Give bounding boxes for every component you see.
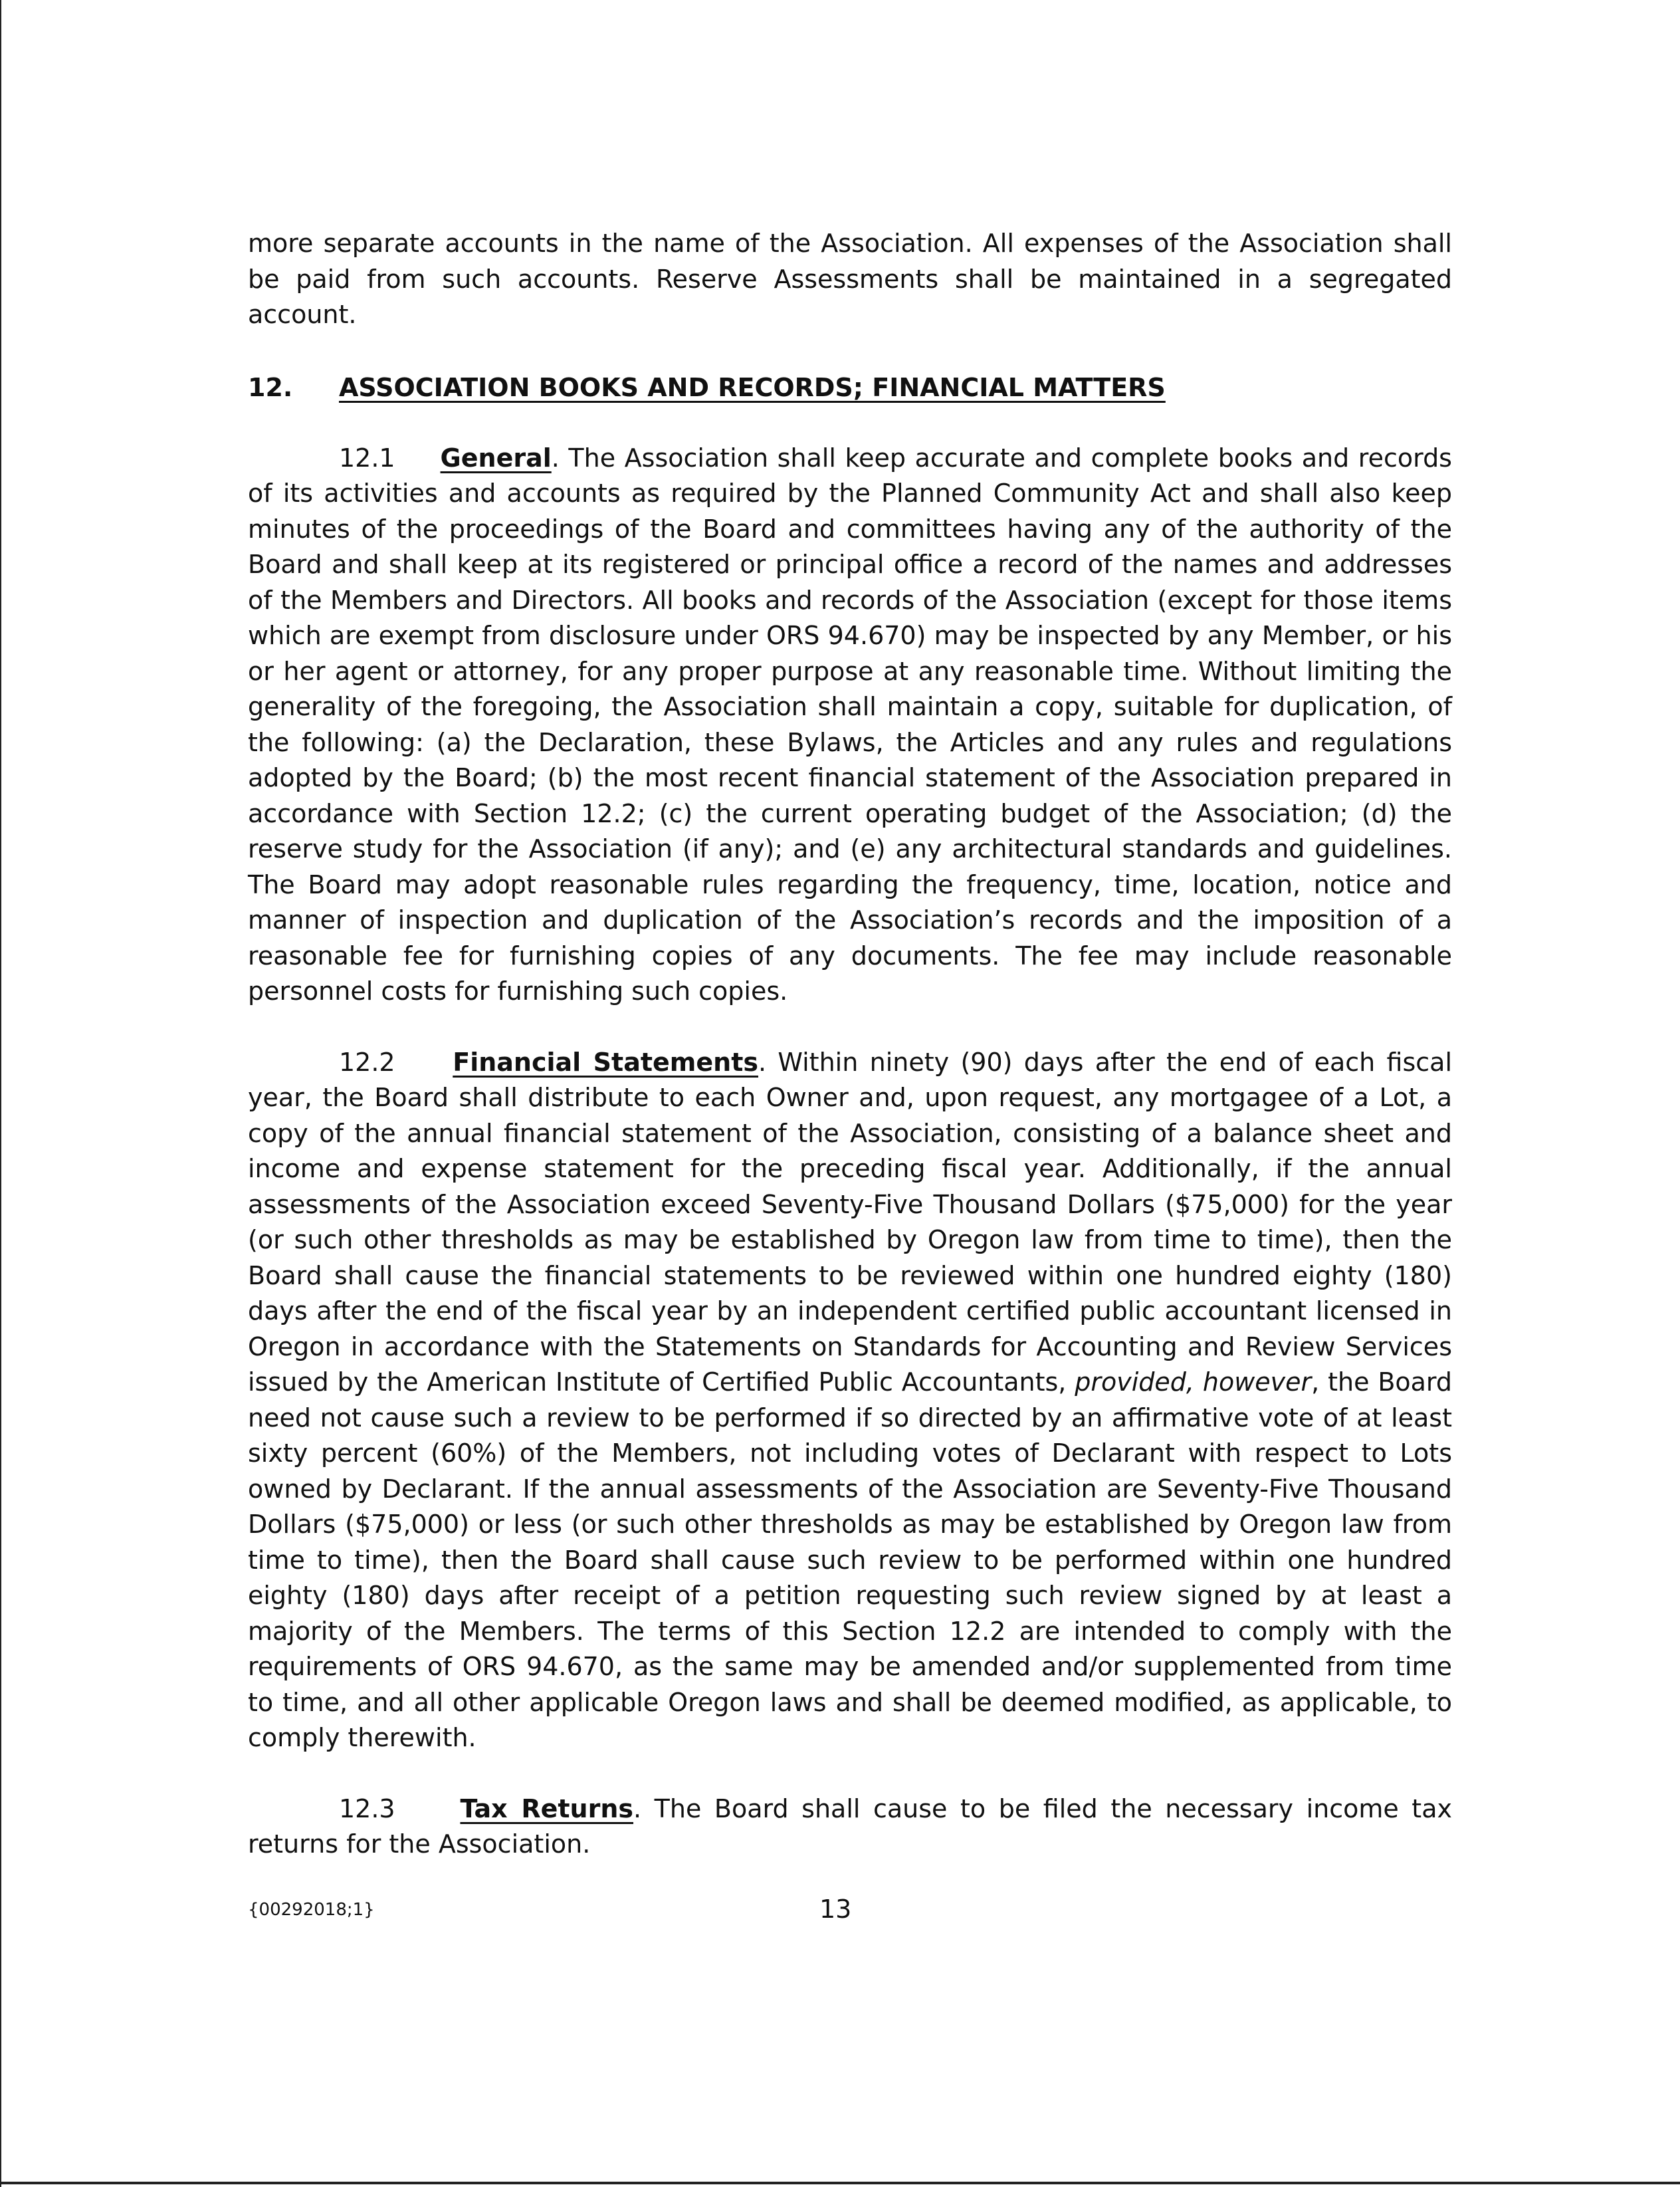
subsection-number: 12.2: [339, 1047, 395, 1077]
subsection-body-cont: , the Board need not cause such a review to be performed if so directed by an affirmative vote of at least sixty percent (60%) of the Members, not including votes of Declarant with respect to Lots owned by Declarant. If the annual assessments of the Association are Seventy-Five Thousand Dollars ($75,000) or less (or such other thresholds as may be established by Oregon law from time to time), then the Board shall cause such review to be performed within one hundred eighty (180) days after receipt of a petition requesting such review signed by at least a majority of the Members. The terms of this Section 12.2 are intended to comply with the requirements of ORS 94.670, as the same may be amended and/or supplemented from time to time, and all other applicable Oregon laws and shall be deemed modified, as applicable, to comply therewith.: [248, 1367, 1452, 1752]
subsection-number: 12.1: [339, 443, 395, 473]
subsection-12-1: [248, 441, 1452, 1010]
subsection-title: Financial Statements: [453, 1047, 758, 1077]
subsection-12-2: [248, 1045, 1452, 1756]
subsection-body: . Within ninety (90) days after the end of each fiscal year, the Board shall distribute to each Owner and, upon request, any mortgagee of a Lot, a copy of the annual financial statement of the Association, consisting of a balance sheet and income and expense statement for the preceding fiscal year. Additionally, if the annual assessments of the Association exceed Seventy-Five Thousand Dollars ($75,000) for the year (or such other thresholds as may be established by Oregon law from time to time), then the Board shall cause the financial statements to be reviewed within one hundred eighty (180) days after the end of the fiscal year by an independent certified public accountant licensed in Oregon in accordance with the Statements on Standards for Accounting and Review Services issued by the American Institute of Certified Public Accountants,: [248, 1047, 1452, 1397]
subsection-title: General: [440, 443, 552, 473]
page-number: 13: [819, 1895, 852, 1924]
page-footer: [248, 1895, 1452, 1928]
section-heading: [248, 370, 1452, 405]
subsection-body: . The Association shall keep accurate and complete books and records of its activities and accounts as required by the Planned Community Act and shall also keep minutes of the proceedings of the Board and committees having any of the authority of the Board and shall keep at its registered or principal office a record of the names and addresses of the Members and Directors. All books and records of the Association (except for those items which are exempt from disclosure under ORS 94.670) may be inspected by any Member, or his or her agent or attorney, for any proper purpose at any reasonable time. Without limiting the generality of the foregoing, the Association shall maintain a copy, suitable for duplication, of the following: (a) the Declaration, these Bylaws, the Articles and any rules and regulations adopted by the Board; (b) the most recent financial statement of the Association prepared in accordance with Section 12.2; (c) the current operating budget of the Association; (d) the reserve study for the Association (if any); and (e) any architectural standards and guidelines. The Board may adopt reasonable rules regarding the frequency, time, location, notice and manner of inspection and duplication of the Association’s records and the imposition of a reasonable fee for furnishing copies of any documents. The fee may include reasonable personnel costs for furnishing such copies.: [248, 443, 1452, 1006]
intro-paragraph: more separate accounts in the name of the Association. All expenses of the Association shall be paid from such accounts. Reserve Assessments shall be maintained in a segregated account.: [248, 229, 1452, 329]
document-page: [248, 226, 1452, 1863]
scan-edge-bottom: [0, 2182, 1680, 2184]
subsection-number: 12.3: [339, 1793, 395, 1823]
section-title: ASSOCIATION BOOKS AND RECORDS; FINANCIAL MATTERS: [339, 372, 1166, 402]
scan-edge-left: [0, 0, 1, 2187]
subsection-body: . The Board shall cause to be filed the necessary income tax returns for the Association.: [248, 1793, 1452, 1859]
subsection-title: Tax Returns: [460, 1793, 634, 1823]
document-id: {00292018;1}: [248, 1900, 375, 1920]
section-number: 12.: [248, 372, 293, 402]
subsection-body-italic: provided, however: [1075, 1367, 1312, 1397]
subsection-12-3: [248, 1791, 1452, 1863]
